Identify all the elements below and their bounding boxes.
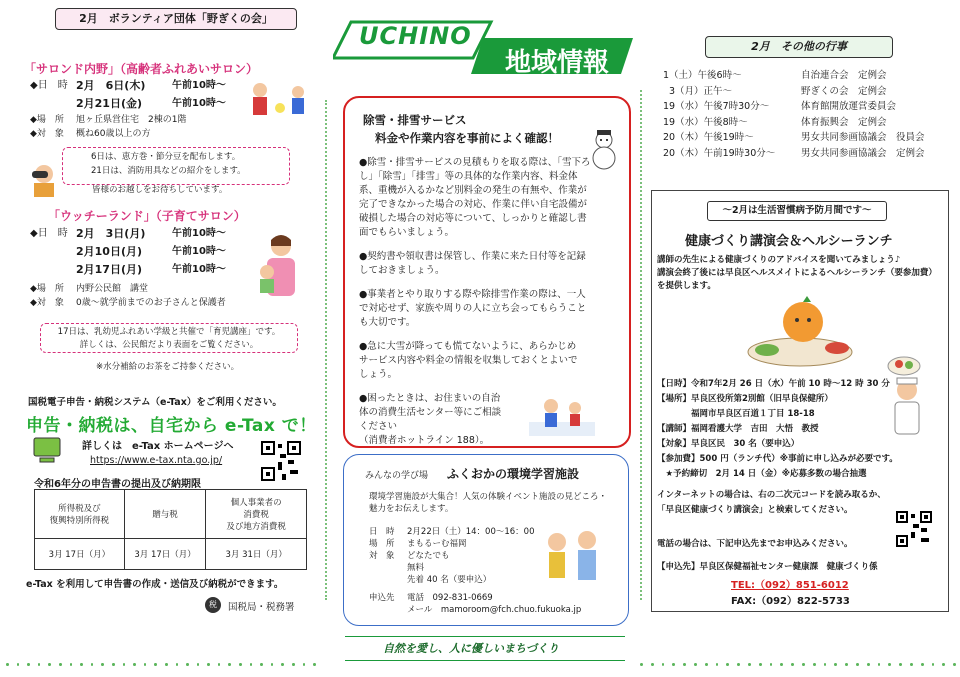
row-date: 2月17日(月) [76,263,143,276]
event-name: 自治連合会 定例会 [801,70,887,81]
health-lecturer: 【講師】福岡看護大学 吉田 大悟 教授 [657,424,819,434]
list-item [663,130,925,146]
row-time: 午前10時～ [172,98,226,109]
border-dot [228,663,231,666]
event-name: 体育振興会 定例会 [801,116,887,128]
snow-para: ●契約書や領収書は保管し、作業に来た日付等を記録しておきましょう。 [359,251,586,276]
border-dot [640,663,643,666]
health-date: 【日時】令和7年2月 26 日（水）午前 10 時～12 時 30 分 [657,379,890,389]
separator-right [640,90,642,600]
border-dot [313,663,316,666]
border-dot [726,663,729,666]
env-description: 環境学習施設が大集合！人気の体験イベント施設の見どころ・魅力をお伝えします。 [369,492,608,514]
health-apply: 【申込先】早良区保健福祉センター健康課 健康づくり係 [657,562,878,572]
border-dot [662,663,665,666]
table-row [35,490,307,539]
border-dot [759,663,762,666]
list-item [663,99,925,115]
border-dot [6,663,9,666]
border-dot [705,663,708,666]
health-month-text: ～2月は生活習慣病予防月間です～ [722,205,872,216]
row-key: 対 象 [369,551,395,561]
healthy-lunch-icon [745,296,855,372]
salon1-notes [62,147,290,185]
row-value: 無料 [407,563,425,573]
snow-hotline: （消費者ホットライン 188）。 [359,435,490,446]
row-value: どなたでも [407,551,450,561]
row-value: まもるーむ福岡 [407,539,467,549]
row-key: ◆対 象 [30,129,64,139]
bottom-dots-right [640,663,956,669]
border-dot [27,663,30,666]
row-key: ◆場 所 [30,115,64,125]
border-dot [112,663,115,666]
env-title: ふくおかの環境学習施設 [447,467,580,481]
border-dot [292,663,295,666]
border-dot [888,663,891,666]
border-dot [845,663,848,666]
table-header: 所得税及び 復興特別所得税 [35,490,125,539]
row-time: 午前10時～ [172,246,226,257]
event-name: 男女共同参画協議会 定例会 [801,147,925,159]
border-dot [813,663,816,666]
border-dot [59,663,62,666]
kids-playing-icon [240,78,320,128]
table-row [35,539,307,570]
row-key-spacer [369,604,407,616]
env-tel: 電話 092-831-0669 [407,593,493,603]
health-net-1: インターネットの場合は、右の二次元コードを読み取るか、 [657,490,886,500]
health-details [657,377,898,482]
note-line: 17日は、乳幼児ふれあい学級と共催で「育児講座」です。 [57,327,281,337]
row-date: 2月 3日(月) [76,227,146,240]
border-dot [154,663,157,666]
row-key: 場 所 [369,539,395,549]
salon2-title: 「ウッチーランド」（子育てサロン） [48,209,246,223]
border-dot [780,663,783,666]
health-phone-note: 電話の場合は、下記申込先までお申込みください。 [657,539,853,549]
list-item [663,146,925,162]
row-key [30,245,76,259]
border-dot [802,663,805,666]
note-line: 21日は、消防用具などの紹介をします。 [91,166,246,176]
border-dot [197,663,200,666]
border-dot [716,663,719,666]
row-key [369,562,407,574]
uchino-logo-text: UCHINO [359,22,472,50]
health-intro-1: 講師の先生による健康づくりのアドバイスを聞いてみましょう♪ [657,255,901,265]
etax-detail: 詳しくは e-Tax ホームページへ [82,441,234,452]
env-row [369,592,581,604]
health-fax: FAX:（092）822-5733 [731,596,850,607]
health-place: 【場所】早良区役所第2別館（旧早良保健所） [657,394,833,404]
snow-title-1: 除雪・排雪サービス [363,113,467,127]
border-dot [867,663,870,666]
list-item [663,84,925,100]
salon2-notes [40,323,298,353]
border-dot [250,663,253,666]
event-date: 1（土）午後6時～ [663,70,742,81]
env-mail: メール mamoroom@fch.chuo.fukuoka.jp [407,605,582,615]
table-header: 個人事業者の 消費税 及び地方消費税 [206,490,307,539]
border-dot [271,663,274,666]
note-line: ※水分補給のお茶をご持参ください。 [96,362,240,372]
event-date: 20（木）午前19時30分～ [663,147,776,159]
row-value: 先着 40 名（要申込） [407,575,492,585]
list-item [663,68,925,84]
row-time: 午前10時～ [172,264,226,275]
row-date: 内野公民館 講堂 [76,284,149,294]
events-heading [705,36,893,58]
snow-title-2: 料金や作業内容を事前によく確認！ [375,131,559,145]
border-dot [165,663,168,666]
note-line: 皆様のお越しをお待ちしています。 [92,185,228,195]
border-dot [953,663,956,666]
row-time: 午前10時～ [172,80,226,91]
health-deadline: ★予約締切 2月 14 日（金）※応募多数の場合抽選 [657,469,867,479]
row-time: 午前10時～ [172,228,226,239]
slogan-bar-bottom [345,660,625,661]
header-title: 地域情報 [505,48,610,78]
health-title: 健康づくり講演会＆ヘルシーランチ [685,234,893,249]
row-key: ◆日 時 [30,228,68,239]
border-dot [791,663,794,666]
border-dot [281,663,284,666]
border-dot [303,663,306,666]
row-key: ◆日 時 [30,80,68,91]
border-dot [770,663,773,666]
border-dot [910,663,913,666]
health-net [657,488,886,518]
border-dot [91,663,94,666]
health-target: 【対象】早良区民 30 名（要申込） [657,439,800,449]
note-line: 詳しくは、公民館だより表面をご覧ください。 [79,340,259,350]
binoculars-person-icon [18,160,66,200]
event-date: 20（木）午後19時～ [663,132,754,143]
volunteer-heading-text: 2月 ボランティア団体「野ぎくの会」 [79,12,273,25]
etax-url-link[interactable]: https://www.e-tax.nta.go.jp/ [90,455,223,466]
border-dot [176,663,179,666]
border-dot [856,663,859,666]
right-column [645,0,960,677]
etax-footer: e-Tax を利用して申告書の作成・送信及び納税ができます。 [26,579,284,590]
border-dot [899,663,902,666]
border-dot [48,663,51,666]
row-date: 概ね60歳以上の方 [76,129,151,139]
row-date: 旭ヶ丘県営住宅 2棟の1階 [76,115,187,125]
border-dot [186,663,189,666]
row-value: 2月22日（土）14：00～16：00 [407,527,535,537]
border-dot [101,663,104,666]
table-cell: 3月 17日（月） [124,539,206,570]
border-dot [824,663,827,666]
border-dot [932,663,935,666]
computer-icon [30,436,70,466]
border-dot [144,663,147,666]
health-fee: 【参加費】500 円（ランチ代）※事前に申し込みが必要です。 [657,454,898,464]
health-tel[interactable]: TEL:（092）851-6012 [731,580,849,591]
border-dot [218,663,221,666]
row-date: 2月21日(金) [76,97,143,110]
row-key [30,97,76,111]
event-date: 19（水）午後7時30分～ [663,101,770,112]
etax-deadline-title: 令和6年分の申告書の提出及び納期限 [34,479,201,490]
slogan-text: 自然を愛し、人に優しいまちづくり [383,642,559,655]
env-row [369,604,581,616]
env-subtitle: みんなの学び場 [365,471,429,481]
row-key: ◆場 所 [30,284,64,294]
border-dot [260,663,263,666]
border-dot [239,663,242,666]
row-key: 申込先 [369,593,395,603]
health-net-2: 「早良区健康づくり講演会」と検索してください。 [657,505,853,515]
event-name: 男女共同参画協議会 役員会 [801,132,925,143]
border-dot [123,663,126,666]
row-date: 2月 6日(木) [76,79,146,92]
separator-left [325,100,327,600]
border-dot [694,663,697,666]
etax-deadline-table [34,489,307,570]
health-intro-2: 講演会終了後には早良区ヘルスメイトによるヘルシーランチ（要参加費）を提供します。 [657,268,937,291]
health-address: 福岡市早良区百道１丁目 18-18 [657,409,815,419]
event-name: 体育館開放運営委員会 [801,101,897,112]
event-date: 19（水）午後8時～ [663,116,748,128]
snow-para: ●急に大雪が降っても慌てないように、あらかじめサービス内容や料金の情報を収集しておくとよいでしょう。 [359,341,578,380]
left-column [0,0,325,677]
schedule-row [30,127,280,141]
tax-office-name: 国税局・税務署 [228,602,295,613]
bottom-dots-left [6,663,316,669]
children-learning-icon [535,528,607,584]
etax-headline: 申告・納税は、自宅から e-Tax で！ [26,416,317,436]
border-dot [942,663,945,666]
qr-code-icon[interactable] [895,510,933,548]
border-dot [38,663,41,666]
row-key [30,263,76,277]
snow-shoveling-icon [529,392,595,436]
snow-para: ●事業者とやり取りする際や除排雪作業の際は、一人で対応せず、家族や周りの人に立ち会ってもらうことも大切です。 [359,289,587,328]
food-plate-icon [887,352,921,376]
border-dot [651,663,654,666]
snow-para: ●除雪・排雪サービスの見積もりを取る際は、「雪下ろし」「除雪」「排雪」等の具体的な作業内容、料金体系、重機が入るかなど別料金の発生の有無や、作業が完了できなかった場合の対応、作業に伴い自宅設備が破損した場合の対応等について、しっかりと確認し書面でもらいましょう。 [359,157,591,238]
mother-child-icon [245,232,315,304]
tax-office-mark: 税 [209,600,217,609]
row-key: 日 時 [369,527,395,537]
event-date: 3（月）正午～ [669,85,733,97]
border-dot [672,663,675,666]
border-dot [834,663,837,666]
border-dot [683,663,686,666]
row-key [369,574,407,586]
tax-office-logo [205,597,221,613]
events-list [663,68,925,161]
health-intro [657,254,941,293]
border-dot [80,663,83,666]
table-cell: 3月 17日（月） [35,539,125,570]
table-cell: 3月 31日（月） [206,539,307,570]
border-dot [737,663,740,666]
row-date: 2月10日(月) [76,245,143,258]
etax-intro: 国税電子申告・納税システム（e-Tax）をご利用ください。 [28,397,282,408]
health-month-label [707,201,887,221]
salon1-title: 「サロンド内野」（高齢者ふれあいサロン） [24,62,259,76]
border-dot [878,663,881,666]
row-key: ◆対 象 [30,298,64,308]
border-dot [748,663,751,666]
row-date: 0歳～就学前までのお子さんと保護者 [76,298,226,308]
event-name: 野ぎくの会 定例会 [801,85,887,97]
snow-para: ●困ったときは、お住まいの自治体の消費生活センター等にご相談ください [359,393,502,432]
events-heading-text: 2月 その他の行事 [751,40,847,53]
border-dot [17,663,20,666]
border-dot [921,663,924,666]
volunteer-heading [55,8,297,30]
slogan-bar [345,636,625,637]
table-header: 贈与税 [124,490,206,539]
note-line: 6日は、恵方巻・節分豆を配布します。 [91,152,241,162]
border-dot [207,663,210,666]
border-dot [70,663,73,666]
qr-code-icon[interactable] [260,440,302,482]
middle-column [325,0,645,677]
border-dot [133,663,136,666]
list-item [663,115,925,131]
